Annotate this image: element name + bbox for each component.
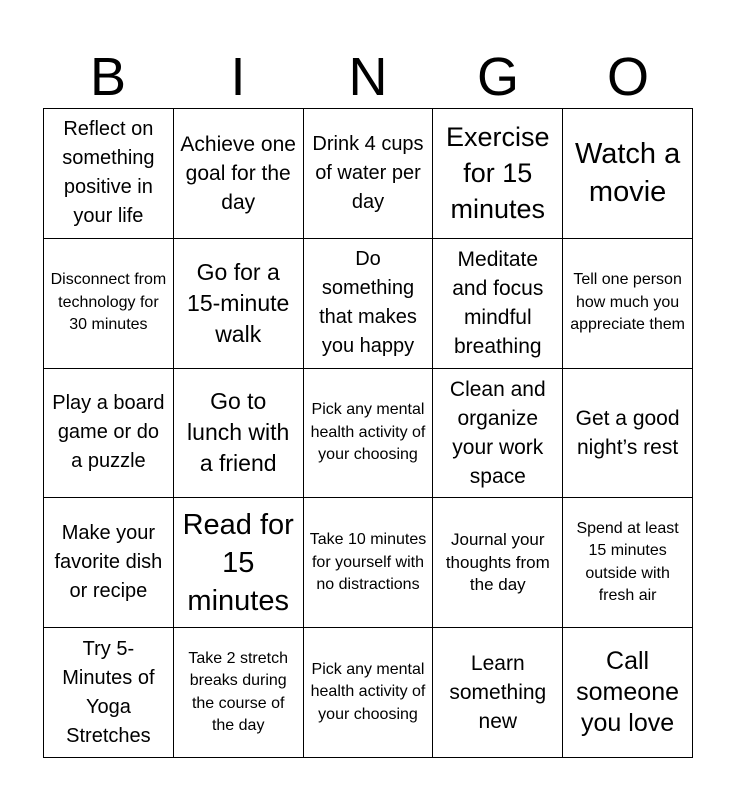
cell-text: Tell one person how much you appreciate them bbox=[570, 271, 685, 334]
cell-text: Do something that makes you happy bbox=[319, 248, 417, 358]
bingo-cell[interactable] bbox=[433, 239, 563, 369]
cell-text: Read for 15 minutes bbox=[182, 508, 294, 617]
header-letter-o: O bbox=[606, 47, 649, 107]
bingo-cell[interactable] bbox=[563, 369, 693, 499]
bingo-cell[interactable] bbox=[563, 239, 693, 369]
cell-text: Play a board game or do a puzzle bbox=[52, 392, 165, 473]
header-letter-n: N bbox=[348, 47, 388, 107]
bingo-board bbox=[43, 108, 693, 758]
bingo-cell[interactable] bbox=[433, 109, 563, 239]
cell-text: Exercise for 15 minutes bbox=[446, 122, 550, 225]
bingo-cell[interactable] bbox=[174, 498, 304, 628]
bingo-cell[interactable] bbox=[44, 498, 174, 628]
cell-text: Clean and organize your work space bbox=[449, 377, 546, 488]
cell-text: Make your favorite dish or recipe bbox=[54, 522, 163, 603]
cell-text: Get a good night’s rest bbox=[575, 406, 680, 459]
cell-text: Pick any mental health activity of your choosing bbox=[310, 401, 426, 464]
header-letter-g: G bbox=[476, 47, 519, 107]
cell-text: Watch a movie bbox=[574, 138, 681, 209]
bingo-cell[interactable] bbox=[304, 109, 434, 239]
cell-text: Call someone you love bbox=[576, 647, 680, 738]
cell-text: Spend at least 15 minutes outside with fresh air bbox=[576, 519, 679, 605]
bingo-cell[interactable] bbox=[304, 369, 434, 499]
bingo-cell[interactable] bbox=[563, 498, 693, 628]
bingo-cell[interactable] bbox=[433, 498, 563, 628]
bingo-cell[interactable] bbox=[563, 109, 693, 239]
bingo-cell[interactable] bbox=[44, 109, 174, 239]
bingo-cell[interactable] bbox=[433, 369, 563, 499]
bingo-cell[interactable] bbox=[304, 498, 434, 628]
bingo-cell[interactable] bbox=[304, 239, 434, 369]
bingo-header bbox=[43, 44, 693, 108]
bingo-cell[interactable] bbox=[563, 628, 693, 758]
bingo-cell[interactable] bbox=[174, 369, 304, 499]
cell-text: Take 2 stretch breaks during the course of the day bbox=[188, 649, 288, 735]
cell-text: Try 5-Minutes of Yoga Stretches bbox=[62, 637, 155, 747]
bingo-cell[interactable] bbox=[433, 628, 563, 758]
bingo-cell[interactable] bbox=[44, 239, 174, 369]
cell-text: Learn something new bbox=[449, 652, 547, 734]
cell-text: Reflect on something positive in your life bbox=[62, 118, 155, 228]
cell-text: Go to lunch with a friend bbox=[187, 388, 290, 477]
cell-text: Journal your thoughts from the day bbox=[445, 530, 550, 595]
cell-text: Pick any mental health activity of your choosing bbox=[310, 660, 426, 723]
header-letter-i: I bbox=[230, 47, 246, 107]
cell-text: Achieve one goal for the day bbox=[180, 132, 296, 214]
cell-text: Drink 4 cups of water per day bbox=[312, 132, 424, 213]
bingo-cell[interactable] bbox=[44, 369, 174, 499]
bingo-cell[interactable] bbox=[174, 239, 304, 369]
cell-text: Meditate and focus mindful breathing bbox=[452, 248, 544, 359]
cell-text: Disconnect from technology for 30 minutes bbox=[50, 271, 167, 334]
bingo-cell[interactable] bbox=[304, 628, 434, 758]
header-letter-b: B bbox=[89, 47, 127, 107]
cell-text: Go for a 15-minute walk bbox=[187, 258, 290, 347]
bingo-cell[interactable] bbox=[44, 628, 174, 758]
bingo-cell[interactable] bbox=[174, 109, 304, 239]
cell-text: Take 10 minutes for yourself with no distractions bbox=[309, 531, 427, 594]
bingo-cell[interactable] bbox=[174, 628, 304, 758]
